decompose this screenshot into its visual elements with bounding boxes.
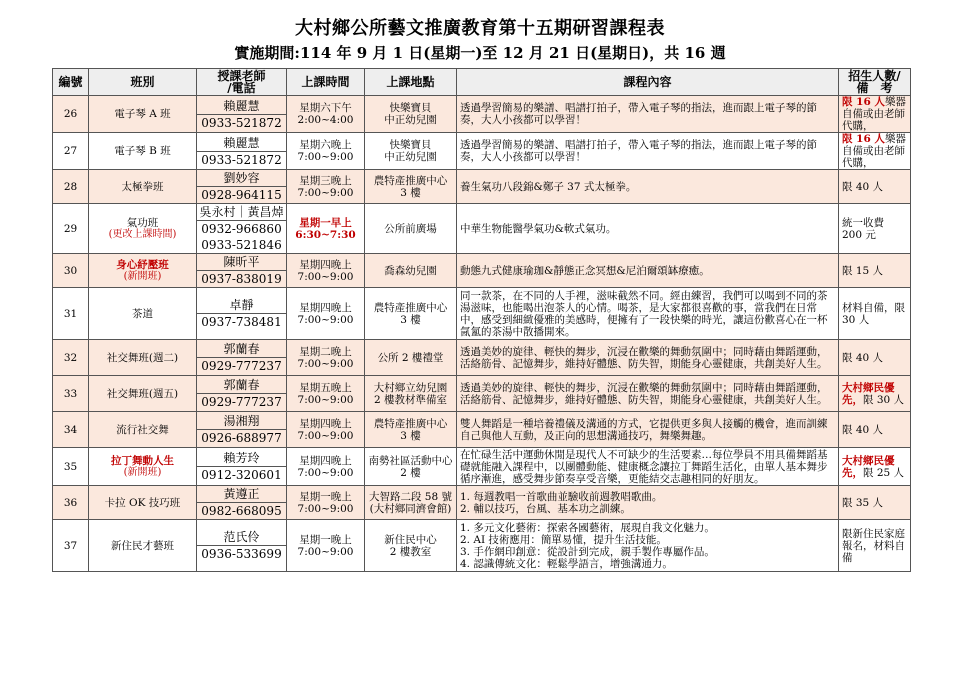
class-time-cell [287, 486, 365, 520]
teacher-phone: 0933-521872 [201, 115, 282, 130]
teacher-cell [197, 96, 287, 133]
class-place-cell [365, 204, 457, 254]
course-number: 37 [53, 520, 89, 572]
class-hours: 7:00~9:00 [297, 502, 354, 515]
header-num: 編號 [53, 69, 89, 96]
class-place-cell [365, 486, 457, 520]
teacher-name: 郭蘭春 [197, 377, 286, 394]
class-place-line2: 中正幼兒園 [384, 151, 437, 163]
table-row [53, 204, 911, 254]
class-place-line2: 3 樓 [400, 313, 421, 326]
schedule-body [53, 96, 911, 572]
quota-priority: 大村鄉民優先， [842, 454, 895, 479]
class-time-cell [287, 96, 365, 133]
class-time-cell [287, 520, 365, 572]
course-class-cell [89, 520, 197, 572]
class-place-line1: 南勢社區活動中心 [368, 454, 453, 467]
page-subtitle: 實施期間:114 年 9 月 1 日(星期一)至 12 月 21 日(星期日)，共 16 週 [234, 44, 726, 62]
class-place-line2: 3 樓 [400, 186, 421, 199]
class-hours: 7:00~9:00 [297, 357, 354, 370]
header-quota [839, 69, 911, 96]
class-day: 星期四晚上 [299, 454, 352, 467]
course-content: 同一款茶，在不同的人手裡，滋味截然不同。經由練習，我們可以喝到不同的茶湯滋味，也能喝出泡茶人的心情。喝茶，是大家都很喜歡的事，當我們在日常中，感受到細緻優雅的美感時，便擁有了一段快樂的時光，讓這份歡喜心在一杯氤氳的茶湯中散播開來。 [457, 288, 839, 340]
course-content: 在忙碌生活中運動休閒是現代人不可缺少的生活要素…每位學員不用具備舞蹈基礎就能融入課程中，以團體動能、健康概念讓拉丁舞蹈生活化，由單人基本舞步循序漸進，感受舞步節奏享受音樂，更能結交志趣相同的好朋友。 [457, 448, 839, 486]
teacher-cell [197, 254, 287, 288]
table-header-row [53, 69, 911, 96]
class-hours: 7:00~9:00 [297, 545, 354, 558]
class-place-line2: 2 樓教室 [389, 545, 432, 558]
teacher-name: 賴芳玲 [197, 450, 286, 467]
quota-cell [839, 96, 911, 133]
class-day: 星期一晚上 [299, 490, 352, 503]
header-quota-line1: 招生人數/ [848, 69, 901, 83]
teacher-name: 范氏伶 [197, 529, 286, 546]
course-content: 雙人舞蹈是一種培養禮儀及溝通的方式，它提供更多與人接觸的機會，進而訓練自己與他人互動，及正向的思想溝通技巧，舞樂舞趣。 [457, 412, 839, 448]
class-hours: 6:30~7:30 [295, 228, 356, 241]
table-row [53, 254, 911, 288]
class-place-line1: 新住民中心 [384, 533, 437, 546]
header-time: 上課時間 [287, 69, 365, 96]
class-day: 星期五晚上 [299, 381, 352, 394]
course-content: 透過學習簡易的樂譜、唱譜打拍子，帶入電子琴的指法，進而跟上電子琴的節奏，大人小孩都可以學習！ [457, 96, 839, 133]
quota-text: 限新住民家庭報名，材料自備 [842, 527, 905, 564]
table-row [53, 448, 911, 486]
quota-cell [839, 376, 911, 412]
teacher-phone: 0932-966860 [201, 222, 282, 236]
course-number: 28 [53, 170, 89, 204]
course-content: 養生氣功八段錦&鄭子 37 式太極拳。 [457, 170, 839, 204]
teacher-cell [197, 133, 287, 170]
table-row [53, 520, 911, 572]
class-time-cell [287, 412, 365, 448]
teacher-name: 劉妙容 [197, 170, 286, 187]
quota-cell [839, 204, 911, 254]
class-day: 星期二晚上 [299, 345, 352, 358]
course-class-cell [89, 96, 197, 133]
teacher-name: 湯湘翔 [197, 413, 286, 430]
quota-cell [839, 254, 911, 288]
table-row [53, 376, 911, 412]
teacher-phone: 0982-668095 [201, 504, 282, 518]
teacher-name: 陳昕平 [197, 254, 286, 271]
class-hours: 7:00~9:00 [297, 151, 354, 163]
class-place-cell [365, 96, 457, 133]
course-content: 透過美妙的旋律、輕快的舞步，沉浸在歡樂的舞動氛圍中；同時藉由舞蹈運動，活絡筋骨、記憶舞步，維持好體態、防失智，期能身心靈健康，共創美好人生。 [457, 376, 839, 412]
class-place-line1: 喬森幼兒園 [384, 264, 437, 277]
teacher-cell [197, 204, 287, 254]
quota-text: 限 40 人 [842, 180, 884, 193]
class-place-cell [365, 520, 457, 572]
course-number: 32 [53, 340, 89, 376]
class-place-line1: 農特產推廣中心 [373, 174, 448, 187]
teacher-phone: 0926-688977 [201, 431, 282, 445]
course-class-cell [89, 254, 197, 288]
course-class-name: 太極拳班 [121, 180, 164, 193]
header-content: 課程內容 [457, 69, 839, 96]
teacher-cell [197, 170, 287, 204]
teacher-cell [197, 486, 287, 520]
quota-text: 樂器自備或由老師代購， [842, 96, 906, 132]
class-day: 星期一早上 [299, 216, 352, 229]
course-class-name: 社交舞班(週二) [106, 351, 179, 364]
course-number: 30 [53, 254, 89, 288]
quota-cell [839, 340, 911, 376]
teacher-name: 賴麗慧 [197, 98, 286, 115]
class-place-line1: 公所前廣場 [384, 222, 437, 235]
class-place-line2: 3 樓 [400, 429, 421, 442]
class-place-cell [365, 340, 457, 376]
class-day: 星期四晚上 [299, 417, 352, 430]
course-class-name: 流行社交舞 [116, 423, 169, 436]
course-class-name: 身心紓壓班 [116, 258, 169, 271]
class-place-cell [365, 254, 457, 288]
teacher-name: 卓靜 [197, 297, 286, 314]
course-class-name: 社交舞班(週五) [106, 387, 179, 400]
quota-text: 限 15 人 [842, 264, 884, 277]
header-teacher [197, 69, 287, 96]
quota-text: 樂器自備或由老師代購， [842, 133, 906, 169]
class-day: 星期三晚上 [299, 174, 352, 187]
teacher-name: 吳永村｜黃昌焯 [197, 204, 286, 221]
header-teacher-line1: 授課老師 [217, 69, 266, 83]
class-day: 星期四晚上 [299, 301, 352, 314]
teacher-cell [197, 412, 287, 448]
quota-cell [839, 520, 911, 572]
teacher-phone: 0937-738481 [201, 315, 282, 329]
header-quota-line2: 備 考 [856, 81, 893, 95]
course-class-cell [89, 412, 197, 448]
quota-text: 材料自備，限 30 人 [842, 301, 905, 326]
teacher-name: 黃遵正 [197, 486, 286, 503]
quota-text: 統一收費 200 元 [842, 216, 884, 241]
course-number: 31 [53, 288, 89, 340]
teacher-phone: 0929-777237 [201, 359, 282, 373]
class-time-cell [287, 254, 365, 288]
class-place-line2: 2 樓教材準備室 [373, 393, 448, 406]
table-row [53, 340, 911, 376]
course-class-cell [89, 133, 197, 170]
teacher-phone: 0937-838019 [201, 272, 282, 286]
class-hours: 7:00~9:00 [297, 186, 354, 199]
table-row [53, 288, 911, 340]
course-class-cell [89, 486, 197, 520]
class-hours: 7:00~9:00 [297, 429, 354, 442]
course-class-cell [89, 288, 197, 340]
class-place-cell [365, 133, 457, 170]
class-place-line2: (大村鄉同濟會館) [369, 502, 452, 515]
teacher-name: 郭蘭春 [197, 341, 286, 358]
course-class-note: (更改上課時間) [108, 228, 177, 240]
course-number: 36 [53, 486, 89, 520]
page-title: 大村鄉公所藝文推廣教育第十五期研習課程表 [295, 18, 665, 39]
class-place-cell [365, 448, 457, 486]
course-number: 29 [53, 204, 89, 254]
teacher-cell [197, 288, 287, 340]
class-day: 星期六晚上 [299, 139, 352, 151]
course-class-note: (新開班) [123, 270, 162, 282]
course-number: 35 [53, 448, 89, 486]
course-number: 27 [53, 133, 89, 170]
teacher-phone: 0933-521872 [201, 152, 282, 167]
quota-text: 限 30 人 [863, 393, 905, 406]
teacher-cell [197, 340, 287, 376]
teacher-phone: 0929-777237 [201, 395, 282, 409]
teacher-cell [197, 520, 287, 572]
class-day: 星期四晚上 [299, 258, 352, 271]
quota-cell [839, 170, 911, 204]
class-place-line2: 中正幼兒園 [384, 114, 437, 126]
class-time-cell [287, 288, 365, 340]
class-hours: 7:00~9:00 [297, 466, 354, 479]
course-class-name: 電子琴 A 班 [114, 108, 171, 120]
quota-text: 限 25 人 [863, 466, 905, 479]
quota-cell [839, 288, 911, 340]
quota-text: 限 35 人 [842, 496, 884, 509]
course-content: 透過學習簡易的樂譜、唱譜打拍子，帶入電子琴的指法，進而跟上電子琴的節奏，大人小孩都可以學習！ [457, 133, 839, 170]
quota-priority: 限 16 人 [842, 96, 885, 108]
class-time-cell [287, 133, 365, 170]
teacher-cell [197, 376, 287, 412]
course-class-name: 拉丁舞動人生 [111, 454, 174, 467]
course-content: 中華生物能醫學氣功&軟式氣功。 [457, 204, 839, 254]
quota-text: 限 40 人 [842, 423, 884, 436]
class-time-cell [287, 340, 365, 376]
teacher-phone-2: 0933-521846 [201, 238, 282, 252]
schedule-table [52, 68, 911, 572]
course-class-cell [89, 448, 197, 486]
class-time-cell [287, 170, 365, 204]
course-class-note: (新開班) [123, 466, 162, 478]
teacher-phone: 0936-533699 [201, 547, 282, 561]
course-number: 34 [53, 412, 89, 448]
class-place-cell [365, 170, 457, 204]
quota-text: 限 40 人 [842, 351, 884, 364]
course-number: 33 [53, 376, 89, 412]
class-time-cell [287, 448, 365, 486]
teacher-name: 賴麗慧 [197, 135, 286, 152]
course-class-name: 電子琴 B 班 [114, 145, 171, 157]
course-content: 動態九式健康瑜珈&靜態正念冥想&尼泊爾頌缽療癒。 [457, 254, 839, 288]
quota-cell [839, 486, 911, 520]
class-place-line1: 農特產推廣中心 [373, 417, 448, 430]
quota-cell [839, 412, 911, 448]
class-place-cell [365, 412, 457, 448]
class-time-cell [287, 376, 365, 412]
teacher-phone: 0928-964115 [201, 188, 282, 202]
course-content: 1. 多元文化藝術：探索各國藝術，展現自我文化魅力。 2. AI 技術應用：簡單易懂，提升生活技能。 3. 手作網印創意：從設計到完成，親手製作專屬作品。 4. 認識傳統文化：輕鬆學語言，增強溝通力。 [457, 520, 839, 572]
quota-priority: 大村鄉民優先， [842, 381, 895, 406]
table-row [53, 412, 911, 448]
quota-cell [839, 448, 911, 486]
course-class-name: 茶道 [132, 307, 153, 320]
class-place-line1: 大智路二段 58 號 [368, 490, 453, 503]
header-class: 班別 [89, 69, 197, 96]
class-place-cell [365, 376, 457, 412]
table-row [53, 96, 911, 133]
course-class-cell [89, 376, 197, 412]
class-hours: 7:00~9:00 [297, 393, 354, 406]
class-day: 星期六下午 [299, 102, 352, 114]
table-row [53, 486, 911, 520]
quota-priority: 限 16 人 [842, 133, 885, 145]
course-class-cell [89, 340, 197, 376]
table-row [53, 133, 911, 170]
course-number: 26 [53, 96, 89, 133]
class-place-line1: 公所 2 樓禮堂 [377, 351, 444, 364]
course-class-name: 新住民才藝班 [111, 539, 174, 552]
teacher-phone: 0912-320601 [201, 468, 282, 482]
class-place-line2: 2 樓 [400, 466, 421, 479]
header-teacher-line2: /電話 [227, 81, 256, 95]
quota-cell [839, 133, 911, 170]
class-hours: 2:00~4:00 [297, 114, 354, 126]
course-class-cell [89, 170, 197, 204]
class-place-line1: 快樂寶貝 [389, 102, 432, 114]
header-place: 上課地點 [365, 69, 457, 96]
class-day: 星期一晚上 [299, 533, 352, 546]
teacher-cell [197, 448, 287, 486]
class-place-line1: 快樂寶貝 [389, 139, 432, 151]
class-place-line1: 大村鄉立幼兒園 [373, 381, 448, 394]
class-hours: 7:00~9:00 [297, 270, 354, 283]
course-content: 透過美妙的旋律、輕快的舞步，沉浸在歡樂的舞動氛圍中；同時藉由舞蹈運動，活絡筋骨、記憶舞步，維持好體態、防失智，期能身心靈健康，共創美好人生。 [457, 340, 839, 376]
course-content: 1. 每週教唱一首歌曲並驗收前週教唱歌曲。 2. 輔以技巧，台風、基本功之訓練。 [457, 486, 839, 520]
class-time-cell [287, 204, 365, 254]
class-place-line1: 農特產推廣中心 [373, 301, 448, 314]
class-place-cell [365, 288, 457, 340]
course-class-name: 卡拉 OK 技巧班 [104, 496, 181, 509]
table-row [53, 170, 911, 204]
course-class-name: 氣功班 [126, 216, 159, 229]
class-hours: 7:00~9:00 [297, 313, 354, 326]
course-class-cell [89, 204, 197, 254]
